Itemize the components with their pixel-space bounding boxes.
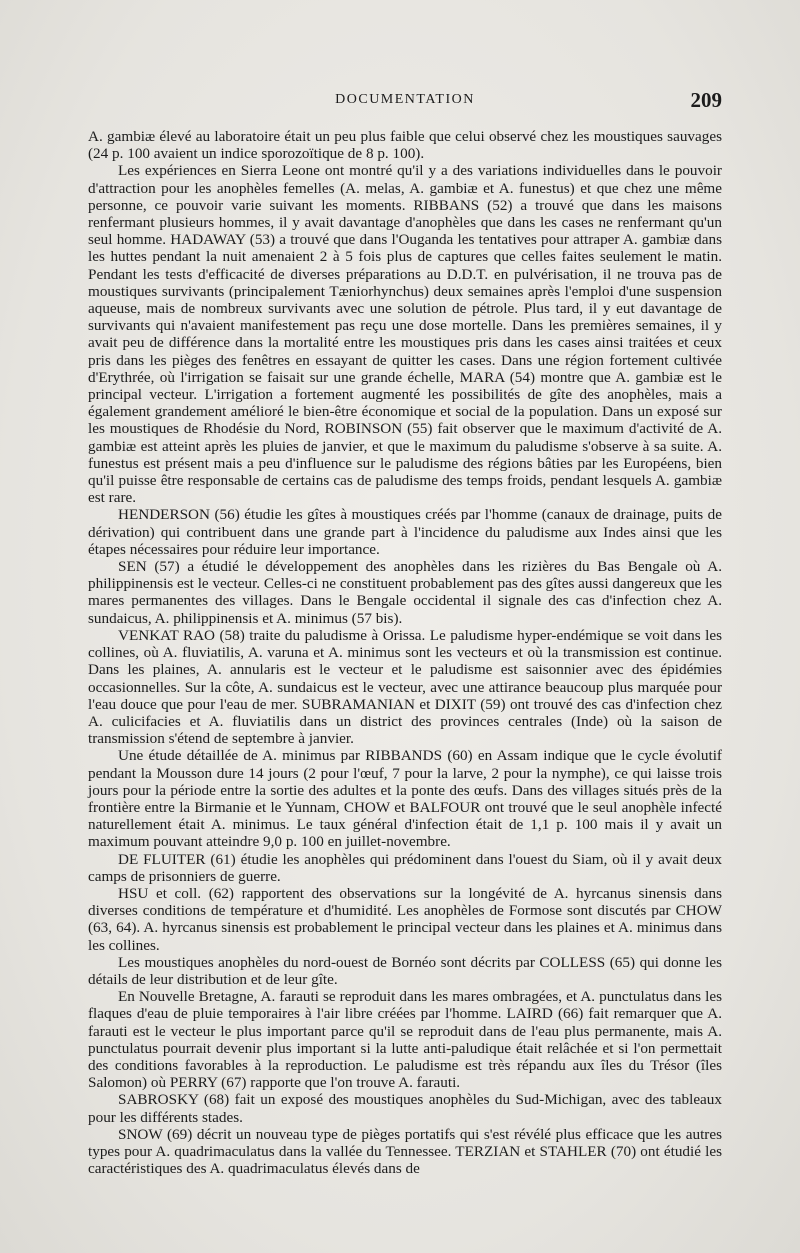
paragraph: SEN (57) a étudié le développement des anophèles dans les rizières du Bas Bengale où A. philippinensis est le vecteur. Celles-ci ne constituent probablement pas des gîtes aussi dangereux que les mares permanentes des villages. Dans le Bengale occidental il signale des cas d'infection chez A. sundaicus, A. philippinensis et A. minimus (57 bis). bbox=[88, 558, 722, 627]
paragraph: En Nouvelle Bretagne, A. farauti se reproduit dans les mares ombragées, et A. punctulatus dans les flaques d'eau de pluie temporaires à l'air libre créées par l'homme. LAIRD (66) fait remarquer que A. farauti est le vecteur le plus important parce qu'il se reproduit dans de l'eau plus permanente, mais A. punctulatus pourrait devenir plus important si la lutte anti-paludique était relâchée et si l'on permettait des conditions favorables à la reproduction. Le paludisme est très répandu aux îles du Trésor (îles Salomon) où PERRY (67) rapporte que l'on trouve A. farauti. bbox=[88, 988, 722, 1092]
body-text bbox=[88, 128, 722, 1177]
paragraph: DE FLUITER (61) étudie les anophèles qui prédominent dans l'ouest du Siam, où il y avait deux camps de prisonniers de guerre. bbox=[88, 850, 722, 885]
paragraph: HENDERSON (56) étudie les gîtes à moustiques créés par l'homme (canaux de drainage, puits de dérivation) qui contribuent dans une grande part à l'incidence du paludisme aux Indes ainsi que les étapes nécessaires pour réduire leur importance. bbox=[88, 506, 722, 558]
paragraph: Les moustiques anophèles du nord-ouest de Bornéo sont décrits par COLLESS (65) qui donne les détails de leur distribution et de leur gîte. bbox=[88, 953, 722, 988]
paragraph: HSU et coll. (62) rapportent des observations sur la longévité de A. hyrcanus sinensis dans diverses conditions de température et d'humidité. Les anophèles de Formose sont discutés par CHOW (63, 64). A. hyrcanus sinensis est probablement le principal vecteur dans les plaines et A. minimus dans les collines. bbox=[88, 884, 722, 954]
paragraph: SNOW (69) décrit un nouveau type de pièges portatifs qui s'est révélé plus efficace que les autres types pour A. quadrimaculatus dans la vallée du Tennessee. TERZIAN et STAHLER (70) ont étudié les caractéristiques des A. quadrimaculatus élevés dans de bbox=[88, 1125, 722, 1178]
running-title: DOCUMENTATION bbox=[335, 92, 475, 107]
paragraph: A. gambiæ élevé au laboratoire était un peu plus faible que celui observé chez les moustiques sauvages (24 p. 100 avaient un indice sporozoïtique de 8 p. 100). bbox=[88, 128, 722, 163]
paragraph: Une étude détaillée de A. minimus par RIBBANDS (60) en Assam indique que le cycle évolutif pendant la Mousson dure 14 jours (2 pour l'œuf, 7 pour la larve, 2 pour la nymphe), ce qui laisse trois jours pour la période entre la sortie des adultes et la ponte des œufs. Dans des villages situés près de la frontière entre la Birmanie et le Yunnam, CHOW et BALFOUR ont trouvé que le seul anophèle infecté naturellement était A. minimus. Le taux général d'infection était de 1,1 p. 100 mais il y avait un maximum pouvant atteindre 9,0 p. 100 en juillet-novembre. bbox=[88, 747, 722, 851]
running-head bbox=[88, 88, 722, 112]
paragraph: VENKAT RAO (58) traite du paludisme à Orissa. Le paludisme hyper-endémique se voit dans les collines, où A. fluviatilis, A. varuna et A. minimus sont les vecteurs et où la transmission est continue. Dans les plaines, A. annularis est le vecteur et le paludisme est saisonnier avec des épidémies occasionnelles. Sur la côte, A. sundaicus est le vecteur, avec une attirance beaucoup plus marquée pour l'eau douce que pour l'eau de mer. SUBRAMANIAN et DIXIT (59) ont trouvé des cas d'infection chez A. culicifacies et A. fluviatilis dans un district des provinces centrales (Inde) où la saison de transmission s'étend de septembre à janvier. bbox=[88, 626, 722, 748]
paragraph: Les expériences en Sierra Leone ont montré qu'il y a des variations individuelles dans le pouvoir d'attraction pour les anophèles femelles (A. melas, A. gambiæ et A. funestus) et que chez une même personne, ce pouvoir varie suivant les moments. RIBBANS (52) a trouvé que dans les maisons renfermant plusieurs hommes, il y avait davantage d'anophèles que dans les cases ne renfermant qu'un seul homme. HADAWAY (53) a trouvé que dans l'Ouganda les tentatives pour attraper A. gambiæ dans les huttes pendant la nuit amenaient 2 à 5 fois plus de captures que celles faites seulement le matin. Pendant les tests d'efficacité de diverses préparations au D.D.T. en pulvérisation, il ne trouva pas de moustiques survivants (principalement Tæniorhynchus) deux semaines après l'emploi d'une suspension aqueuse, mais de nombreux survivants avec une solution de pétrole. Plus tard, il y eut davantage de survivants qui n'avaient manifestement pas reçu une dose mortelle. Dans les premières semaines, il y avait peu de différence dans la mortalité entre les moustiques pris dans les cases ainsi traitées et ceux pris dans les pièges des fenêtres en essayant de quitter les cases. Dans une région fortement cultivée d'Erythrée, où l'irrigation se faisait sur une grande échelle, MARA (54) montre que A. gambiæ est le principal vecteur. L'irrigation a fortement augmenté les possibilités de gîte des anophèles, mais a également grandement amélioré le bien-être économique et social de la population. Dans un exposé sur les moustiques de Rhodésie du Nord, ROBINSON (55) fait observer que le maximum d'activité de A. gambiæ est atteint après les pluies de janvier, et que le maximum du paludisme s'observe à sa suite. A. funestus est présent mais a peu d'influence sur le paludisme des régions bâties par les Européens, bien qu'il puisse être responsable de certains cas de paludisme des temps froids, pendant lesquels A. gambiæ est rare. bbox=[88, 162, 722, 507]
page-number: 209 bbox=[690, 88, 722, 112]
paragraph: SABROSKY (68) fait un exposé des moustiques anophèles du Sud-Michigan, avec des tableaux pour les différents stades. bbox=[88, 1091, 722, 1126]
